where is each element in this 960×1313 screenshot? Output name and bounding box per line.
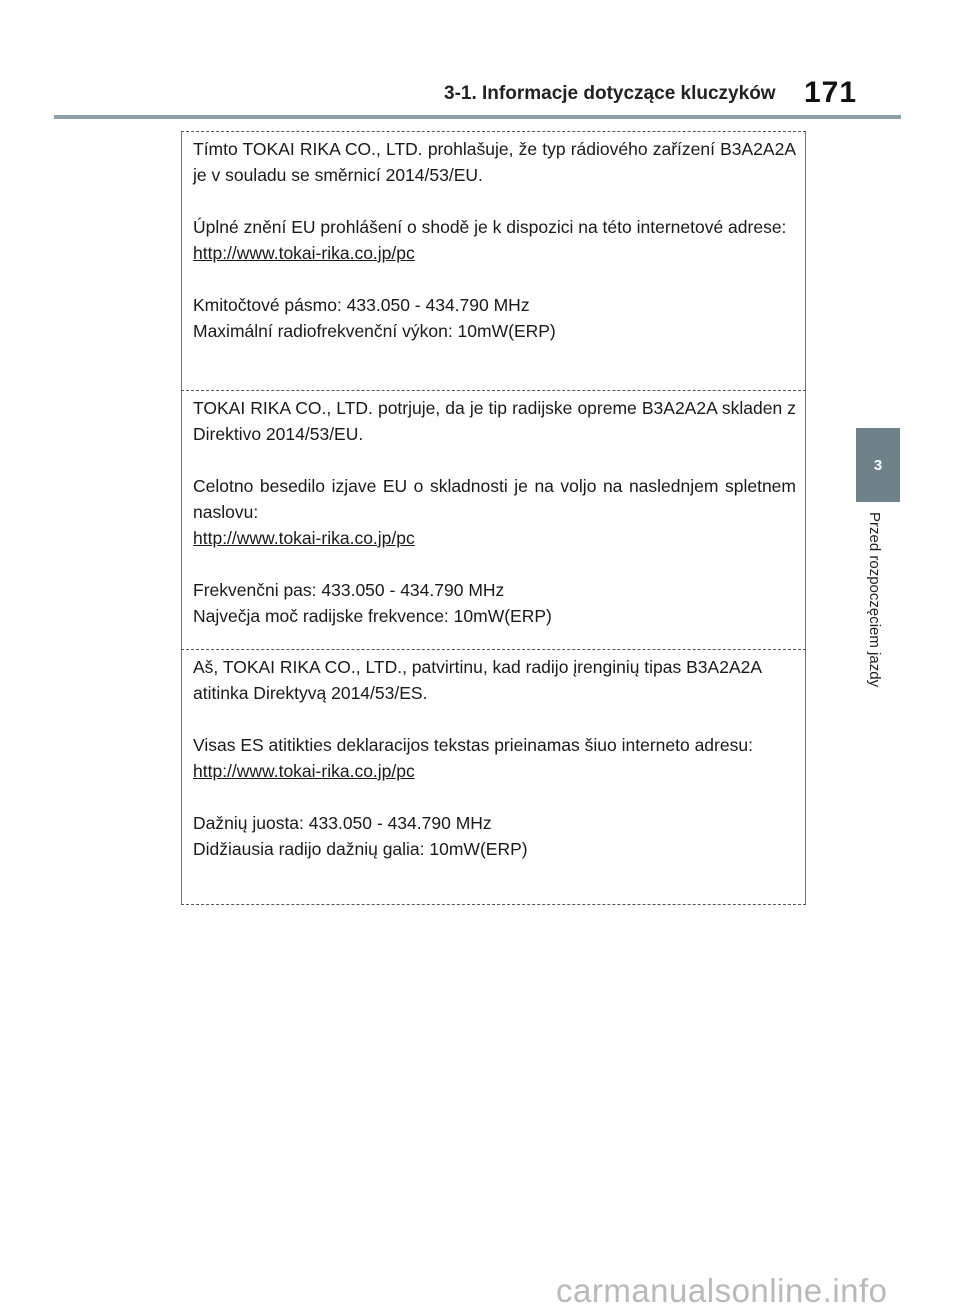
- declaration-url-link[interactable]: http://www.tokai-rika.co.jp/pc: [193, 243, 415, 263]
- declaration-slovenian: [181, 390, 806, 649]
- declaration-url-link[interactable]: http://www.tokai-rika.co.jp/pc: [193, 528, 415, 548]
- declaration-url-link[interactable]: http://www.tokai-rika.co.jp/pc: [193, 761, 415, 781]
- declaration-availability: Celotno besedilo izjave EU o skladnosti je na voljo na naslednjem spletnem naslovu:: [193, 476, 796, 522]
- declaration-statement: TOKAI RIKA CO., LTD. potrjuje, da je tip radijske opreme B3A2A2A skladen z Direktivo 2014/53/EU.: [193, 398, 796, 444]
- paragraph-gap: [193, 784, 796, 810]
- declaration-box: [181, 131, 806, 905]
- max-power: Največja moč radijske frekvence: 10mW(ERP): [193, 606, 552, 626]
- declaration-statement: Aš, TOKAI RIKA CO., LTD., patvirtinu, kad radijo įrenginių tipas B3A2A2A atitinka Direktyvą 2014/53/ES.: [193, 657, 762, 703]
- section-title: 3-1. Informacje dotyczące kluczyków: [444, 83, 776, 104]
- declaration-availability: Visas ES atitikties deklaracijos tekstas prieinamas šiuo interneto adresu:: [193, 735, 753, 755]
- frequency-band: Dažnių juosta: 433.050 - 434.790 MHz: [193, 813, 492, 833]
- declaration-czech: [181, 132, 806, 390]
- paragraph-gap: [193, 447, 796, 473]
- paragraph-gap: [193, 266, 796, 292]
- declaration-lithuanian: [181, 649, 806, 904]
- page-header: [0, 0, 960, 120]
- frequency-band: Frekvenčni pas: 433.050 - 434.790 MHz: [193, 580, 505, 600]
- declaration-availability: Úplné znění EU prohlášení o shodě je k dispozici na této internetové adrese:: [193, 217, 787, 237]
- page-number: 171: [804, 76, 858, 109]
- chapter-title: Przed rozpoczęciem jazdy: [866, 512, 883, 688]
- max-power: Maximální radiofrekvenční výkon: 10mW(ERP): [193, 321, 556, 341]
- chapter-tab: [856, 428, 900, 502]
- max-power: Didžiausia radijo dažnių galia: 10mW(ERP): [193, 839, 528, 859]
- paragraph-gap: [193, 551, 796, 577]
- chapter-number: 3: [873, 456, 883, 474]
- frequency-band: Kmitočtové pásmo: 433.050 - 434.790 MHz: [193, 295, 530, 315]
- declaration-statement: Tímto TOKAI RIKA CO., LTD. prohlašuje, že typ rádiového zařízení B3A2A2A je v souladu se směrnicí 2014/53/EU.: [193, 139, 796, 185]
- header-rule: [54, 115, 901, 119]
- watermark: carmanualsonline.info: [556, 1272, 888, 1309]
- paragraph-gap: [193, 188, 796, 214]
- paragraph-gap: [193, 706, 796, 732]
